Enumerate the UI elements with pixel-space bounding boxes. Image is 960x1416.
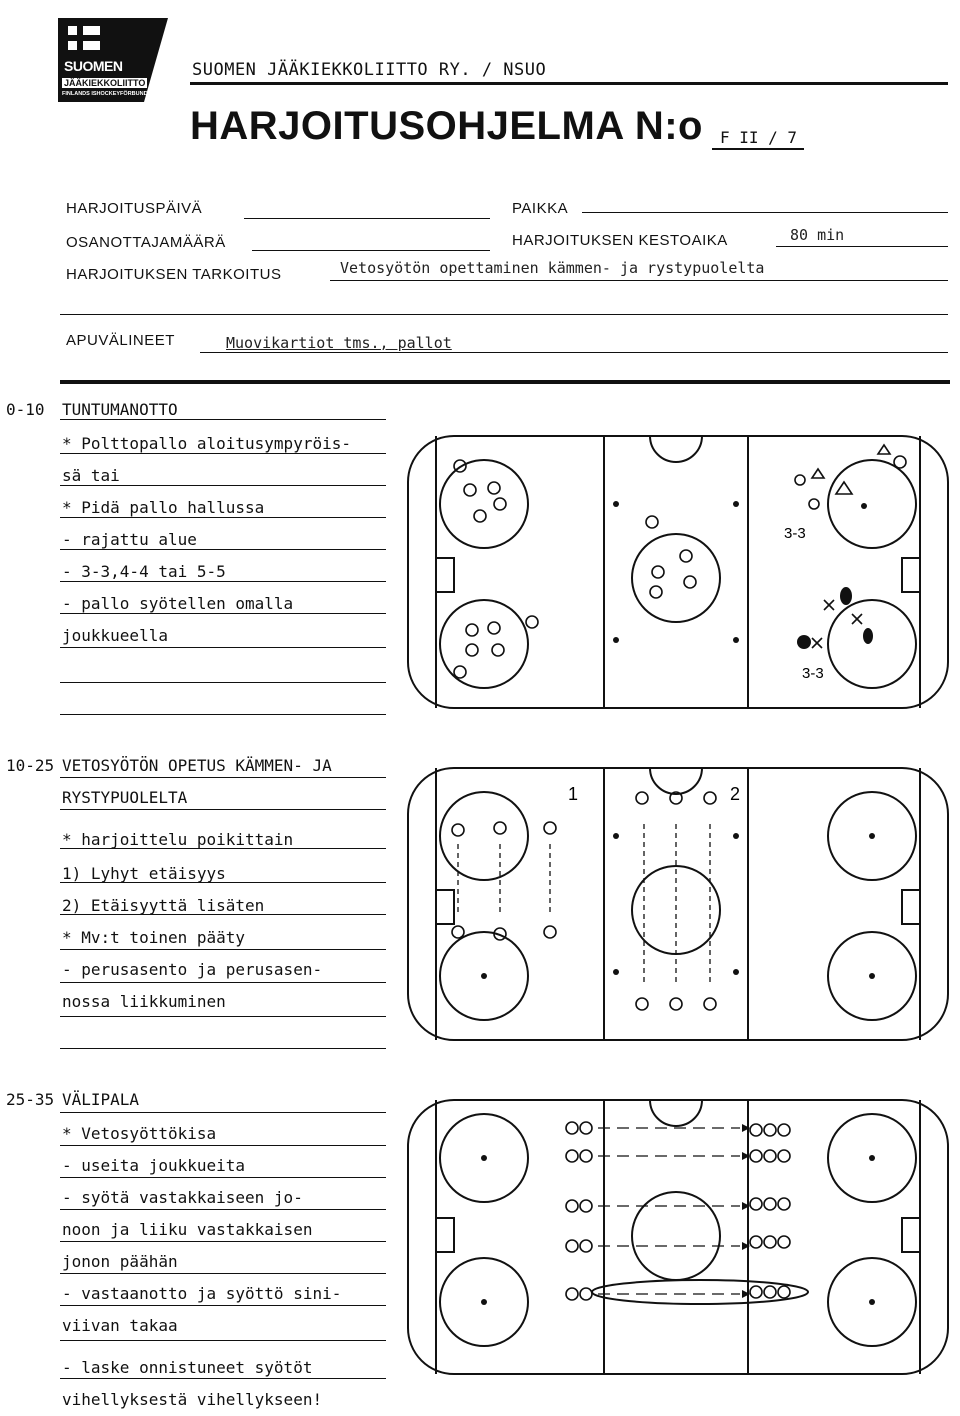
equipment-field-line bbox=[200, 352, 948, 353]
section-3-rule-7 bbox=[60, 1305, 386, 1306]
duration-field-line bbox=[776, 246, 948, 247]
section-1-rule-4 bbox=[60, 517, 386, 518]
program-number: F II / 7 bbox=[720, 128, 798, 147]
section-1-rule-7 bbox=[60, 613, 386, 614]
section-3-time: 25-35 bbox=[6, 1090, 55, 1109]
place-label: PAIKKA bbox=[512, 200, 569, 217]
section-2-line-4: 1) Lyhyt etäisyys bbox=[62, 864, 226, 883]
section-1-line-4: * Pidä pallo hallussa bbox=[62, 498, 265, 517]
diagram-2-label-1: 1 bbox=[568, 784, 579, 804]
program-number-underline bbox=[712, 148, 804, 150]
diagram-1-label-3v3-bottom: 3-3 bbox=[802, 665, 824, 682]
page-title: HARJOITUSOHJELMA N:o bbox=[190, 104, 703, 148]
section-2-line-1: VETOSYÖTÖN OPETUS KÄMMEN- JA bbox=[62, 756, 332, 775]
date-label: HARJOITUSPÄIVÄ bbox=[66, 200, 203, 217]
section-1-rule-9 bbox=[60, 682, 386, 683]
date-field-line bbox=[244, 218, 490, 219]
section-1-line-5: - rajattu alue bbox=[62, 530, 197, 549]
diagram-1-label-3v3-top: 3-3 bbox=[784, 525, 806, 542]
section-1-line-1: TUNTUMANOTTO bbox=[62, 400, 178, 419]
section-1-line-7: - pallo syötellen omalla bbox=[62, 594, 294, 613]
section-2-line-3: * harjoittelu poikittain bbox=[62, 830, 294, 849]
section-2-rule-5 bbox=[60, 914, 386, 915]
section-3-line-3: - useita joukkueita bbox=[62, 1156, 246, 1175]
section-2-rule-1 bbox=[60, 777, 386, 778]
section-1-rule-3 bbox=[60, 485, 386, 486]
purpose-field-line bbox=[330, 280, 948, 281]
section-3-line-8: viivan takaa bbox=[62, 1316, 178, 1335]
section-3-rule-6 bbox=[60, 1273, 386, 1274]
duration-label: HARJOITUKSEN KESTOAIKA bbox=[512, 232, 728, 249]
section-1-rule-1 bbox=[60, 419, 386, 420]
section-3-line-6: jonon päähän bbox=[62, 1252, 178, 1271]
logo-text-jaakiekkoliitto: JÄÄKIEKKOLIITTO bbox=[64, 78, 146, 88]
section-1-line-6: - 3-3,4-4 tai 5-5 bbox=[62, 562, 226, 581]
section-1-line-3: sä tai bbox=[62, 466, 120, 485]
section-3-line-9: - laske onnistuneet syötöt bbox=[62, 1358, 313, 1377]
logo-text-suomen: SUOMEN bbox=[64, 58, 123, 74]
section-1-line-2: * Polttopallo aloitusympyröis- bbox=[62, 434, 351, 453]
section-3-line-2: * Vetosyöttökisa bbox=[62, 1124, 217, 1143]
section-2-rule-8 bbox=[60, 1016, 386, 1017]
section-3-rule-3 bbox=[60, 1177, 386, 1178]
section-2-line-8: nossa liikkuminen bbox=[62, 992, 226, 1011]
section-2-rule-9 bbox=[60, 1048, 386, 1049]
federation-logo bbox=[58, 18, 184, 102]
section-3-line-7: - vastaanotto ja syöttö sini- bbox=[62, 1284, 342, 1303]
section-1-rule-8 bbox=[60, 647, 386, 648]
section-2-rule-3 bbox=[60, 848, 386, 849]
section-2-rule-4 bbox=[60, 882, 386, 883]
section-3-rule-4 bbox=[60, 1209, 386, 1210]
section-1-rule-2 bbox=[60, 453, 386, 454]
section-2-line-2: RYSTYPUOLELTA bbox=[62, 788, 188, 807]
section-1-time: 0-10 bbox=[6, 400, 45, 419]
section-2-rule-7 bbox=[60, 982, 386, 983]
equipment-value: Muovikartiot tms., pallot bbox=[226, 334, 452, 352]
section-2-line-6: * Mv:t toinen pääty bbox=[62, 928, 246, 947]
section-3-line-1: VÄLIPALA bbox=[62, 1090, 140, 1109]
org-underline bbox=[190, 82, 948, 85]
logo-text-ishockeyforbund: FINLANDS ISHOCKEYFÖRBUND bbox=[62, 91, 148, 97]
section-3-line-10: vihellyksestä vihellykseen! bbox=[62, 1390, 323, 1409]
duration-value: 80 min bbox=[790, 226, 845, 244]
participants-field-line bbox=[252, 250, 490, 251]
equipment-label: APUVÄLINEET bbox=[66, 332, 175, 349]
section-3-rule-9 bbox=[60, 1378, 386, 1379]
section-1-rule-6 bbox=[60, 581, 386, 582]
section-1-rule-5 bbox=[60, 549, 386, 550]
participants-label: OSANOTTAJAMÄÄRÄ bbox=[66, 234, 226, 251]
org-name: SUOMEN JÄÄKIEKKOLIITTO RY. / NSUO bbox=[192, 60, 547, 80]
section-2-line-5: 2) Etäisyyttä lisäten bbox=[62, 896, 265, 915]
flag-icon bbox=[68, 26, 100, 50]
section-3-rule-2 bbox=[60, 1145, 386, 1146]
section-3-line-5: noon ja liiku vastakkaisen bbox=[62, 1220, 313, 1239]
rink-diagram-2 bbox=[400, 764, 956, 1044]
diagram-2-label-2: 2 bbox=[730, 784, 741, 804]
section-2-line-7: - perusasento ja perusasen- bbox=[62, 960, 323, 979]
section-1-rule-10 bbox=[60, 714, 386, 715]
purpose-label: HARJOITUKSEN TARKOITUS bbox=[66, 266, 282, 283]
purpose-value: Vetosyötön opettaminen kämmen- ja rystypuolelta bbox=[340, 259, 765, 277]
section-2-rule-6 bbox=[60, 949, 386, 950]
section-2-rule-2 bbox=[60, 809, 386, 810]
section-1-line-8: joukkueella bbox=[62, 626, 168, 645]
section-3-rule-5 bbox=[60, 1241, 386, 1242]
section-divider bbox=[60, 380, 950, 384]
rink-diagram-1 bbox=[400, 432, 956, 712]
section-3-rule-1 bbox=[60, 1112, 386, 1113]
section-3-rule-8 bbox=[60, 1340, 386, 1341]
section-3-line-4: - syötä vastakkaiseen jo- bbox=[62, 1188, 303, 1207]
rink-diagram-3 bbox=[400, 1096, 956, 1378]
section-2-time: 10-25 bbox=[6, 756, 55, 775]
purpose-extra-line bbox=[60, 314, 948, 315]
place-field-line bbox=[582, 212, 948, 213]
